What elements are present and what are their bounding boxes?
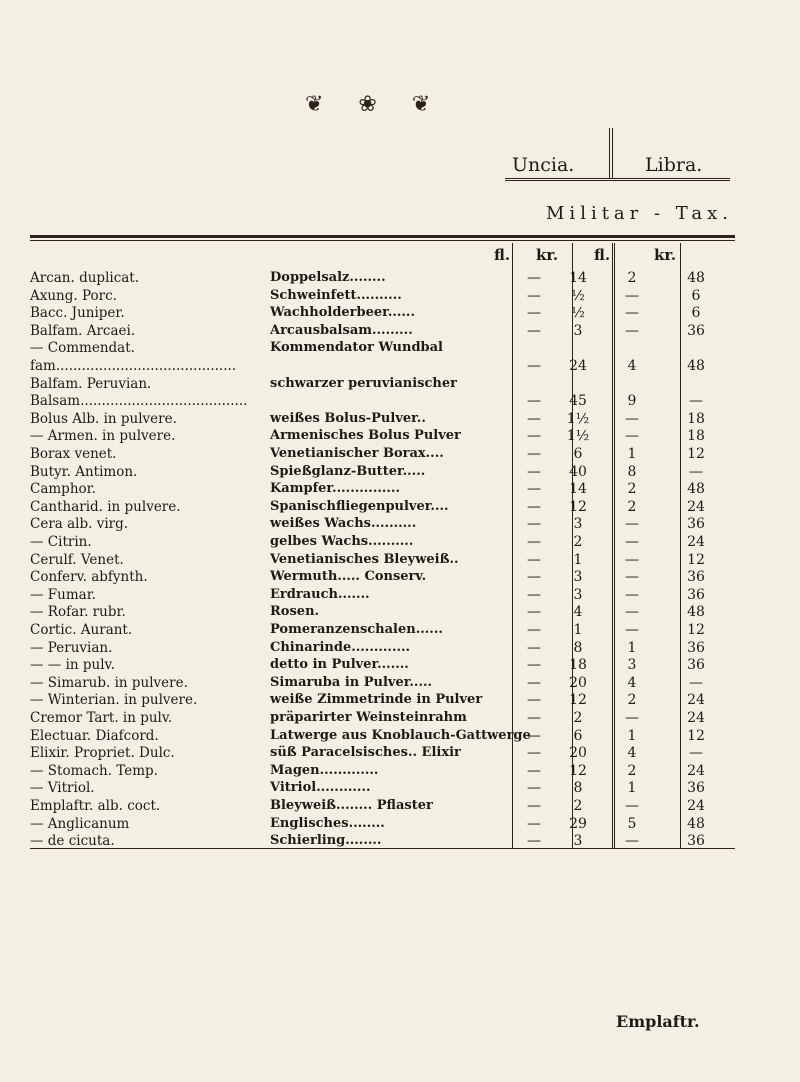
libra-fl: — [625, 516, 639, 533]
table-top-rule [30, 235, 735, 238]
libra-fl: 4 [627, 358, 637, 374]
libra-kr: 48 [687, 270, 705, 286]
latin-name: — Vitriol. [30, 780, 95, 797]
libra-fl: — [625, 569, 639, 586]
uncia-fl: — [527, 569, 541, 586]
libra-kr: 48 [687, 481, 705, 498]
uncia-kr: 3 [573, 322, 583, 339]
heading-divider [609, 128, 613, 178]
heading-rule [505, 178, 730, 181]
libra-kr: — [689, 393, 703, 410]
latin-name: — — in pulv. [30, 657, 115, 674]
libra-fl: 9 [627, 393, 637, 410]
uncia-fl: — [527, 710, 541, 726]
libra-fl: — [625, 534, 639, 550]
uncia-fl: — [527, 410, 541, 427]
latin-name: — de cicuta. [30, 833, 115, 850]
libra-kr: 12 [687, 551, 705, 568]
table-bottom-rule [30, 848, 735, 849]
libra-fl: — [625, 305, 639, 322]
libra-fl: 2 [627, 692, 637, 709]
unit-uncia-fl: fl. [494, 246, 511, 264]
uncia-kr: 2 [573, 798, 583, 814]
libra-kr: 12 [687, 622, 705, 638]
table-top-rule-thin [30, 240, 735, 241]
libra-kr: 12 [687, 446, 705, 462]
german-name: Magen............. [270, 762, 379, 778]
german-name: Wermuth..... Conserv. [270, 569, 427, 585]
latin-name: Cremor Tart. in pulv. [30, 710, 173, 726]
latin-name: — Anglicanum [30, 815, 130, 832]
german-name: Doppelsalz........ [270, 270, 386, 285]
uncia-fl: — [527, 692, 541, 709]
libra-fl: — [625, 410, 639, 427]
german-name: weißes Wachs.......... [270, 516, 417, 532]
libra-kr: 36 [687, 657, 705, 674]
latin-name: fam.......................................... [30, 358, 237, 374]
uncia-kr: 14 [569, 481, 587, 498]
latin-name: Balfam. Arcaei. [30, 322, 136, 339]
latin-name: Balsam....................................... [30, 393, 248, 410]
german-name: präparirter Weinsteinrahm [270, 710, 467, 725]
latin-name: — Stomach. Temp. [30, 762, 158, 779]
libra-kr: 24 [687, 762, 705, 779]
uncia-fl: — [527, 745, 541, 762]
libra-kr: 48 [687, 815, 705, 832]
uncia-kr: 1½ [566, 410, 590, 427]
uncia-fl: — [527, 305, 541, 322]
uncia-kr: 1½ [566, 428, 590, 445]
libra-fl: 8 [627, 463, 637, 480]
uncia-fl: — [527, 639, 541, 656]
german-name: weiße Zimmetrinde in Pulver [270, 692, 483, 708]
libra-kr: 18 [687, 428, 705, 445]
german-name: Venetianischer Borax.... [270, 446, 444, 461]
page-ornament: ❦ ❀ ❦ [305, 92, 445, 117]
uncia-fl: — [527, 358, 541, 374]
libra-fl: — [625, 551, 639, 568]
uncia-fl: — [527, 833, 541, 850]
libra-kr: — [689, 674, 703, 691]
libra-kr: 6 [691, 287, 701, 304]
uncia-fl: — [527, 586, 541, 603]
unit-libra-kr: kr. [654, 246, 677, 264]
libra-kr: 24 [687, 534, 705, 550]
libra-fl: 1 [627, 639, 637, 656]
libra-fl: 1 [627, 727, 637, 744]
catchword: Emplaftr. [616, 1012, 700, 1031]
libra-fl: — [625, 287, 639, 304]
uncia-kr: 8 [573, 780, 583, 797]
latin-name: — Simarub. in pulvere. [30, 674, 188, 691]
uncia-fl: — [527, 498, 541, 515]
uncia-fl: — [527, 516, 541, 533]
unit-uncia-kr: kr. [536, 246, 559, 264]
latin-name: Balfam. Peruvian. [30, 375, 152, 392]
latin-name: — Peruvian. [30, 639, 113, 656]
german-name: gelbes Wachs.......... [270, 534, 414, 549]
german-name: Simaruba in Pulver..... [270, 674, 433, 690]
latin-name: Bolus Alb. in pulvere. [30, 410, 177, 427]
libra-fl: 3 [627, 657, 637, 674]
latin-name: Butyr. Antimon. [30, 463, 138, 480]
libra-kr: 6 [691, 305, 701, 322]
latin-name: Emplaftr. alb. coct. [30, 798, 161, 814]
latin-name: Elixir. Propriet. Dulc. [30, 745, 175, 762]
uncia-fl: — [527, 446, 541, 462]
uncia-fl: — [527, 393, 541, 410]
libra-kr: 36 [687, 569, 705, 586]
uncia-fl: — [527, 551, 541, 568]
libra-fl: — [625, 322, 639, 339]
libra-kr: 36 [687, 322, 705, 339]
latin-name: Cantharid. in pulvere. [30, 498, 181, 515]
uncia-fl: — [527, 674, 541, 691]
libra-kr: — [689, 745, 703, 762]
german-name: schwarzer peruvianischer [270, 375, 457, 391]
libra-fl: 1 [627, 446, 637, 462]
libra-fl: 2 [627, 498, 637, 515]
latin-name: Electuar. Diafcord. [30, 727, 159, 744]
latin-name: Camphor. [30, 481, 96, 498]
libra-kr: — [689, 463, 703, 480]
latin-name: — Rofar. rubr. [30, 604, 126, 621]
uncia-kr: 2 [573, 710, 583, 726]
uncia-kr: 12 [569, 762, 587, 779]
libra-kr: 18 [687, 410, 705, 427]
libra-fl: 2 [627, 481, 637, 498]
libra-kr: 36 [687, 516, 705, 533]
uncia-fl: — [527, 481, 541, 498]
latin-name: — Commendat. [30, 340, 135, 357]
uncia-kr: 3 [573, 516, 583, 533]
uncia-fl: — [527, 622, 541, 638]
uncia-fl: — [527, 463, 541, 480]
uncia-kr: 12 [569, 498, 587, 515]
uncia-kr: 1 [573, 622, 583, 638]
latin-name: Bacc. Juniper. [30, 305, 125, 322]
libra-fl: — [625, 710, 639, 726]
uncia-fl: — [527, 534, 541, 550]
uncia-kr: 3 [573, 569, 583, 586]
uncia-kr: 8 [573, 639, 583, 656]
latin-name: — Armen. in pulvere. [30, 428, 176, 445]
uncia-kr: 29 [569, 815, 587, 832]
uncia-fl: — [527, 815, 541, 832]
german-name: Bleyweiß........ Pflaster [270, 798, 433, 813]
libra-fl: 2 [627, 270, 637, 286]
libra-fl: — [625, 604, 639, 621]
uncia-kr: 40 [569, 463, 587, 480]
german-name: Schweinfett.......... [270, 287, 402, 303]
german-name: Venetianisches Bleyweiß.. [270, 551, 459, 567]
uncia-kr: 6 [573, 727, 583, 744]
uncia-kr: ½ [571, 287, 585, 304]
german-name: Armenisches Bolus Pulver [270, 428, 461, 444]
libra-fl: — [625, 798, 639, 814]
german-name: Latwerge aus Knoblauch-Gattwerge [270, 727, 531, 743]
uncia-kr: 6 [573, 446, 583, 462]
libra-kr: 24 [687, 798, 705, 814]
german-name: Rosen. [270, 604, 320, 620]
latin-name: Borax venet. [30, 446, 117, 462]
latin-name: — Winterian. in pulvere. [30, 692, 198, 709]
uncia-kr: 20 [569, 745, 587, 762]
uncia-fl: — [527, 727, 541, 744]
latin-name: Axung. Porc. [30, 287, 117, 304]
uncia-heading: Uncia. [512, 154, 575, 176]
latin-name: — Citrin. [30, 534, 92, 550]
latin-name: Cera alb. virg. [30, 516, 129, 533]
german-name: Vitriol............ [270, 780, 371, 796]
libra-fl: 4 [627, 745, 637, 762]
libra-fl: — [625, 622, 639, 638]
libra-kr: 48 [687, 358, 705, 374]
libra-kr: 36 [687, 780, 705, 797]
uncia-kr: 12 [569, 692, 587, 709]
uncia-fl: — [527, 604, 541, 621]
latin-name: Cerulf. Venet. [30, 551, 124, 568]
libra-kr: 48 [687, 604, 705, 621]
uncia-kr: 20 [569, 674, 587, 691]
uncia-fl: — [527, 657, 541, 674]
libra-fl: 1 [627, 780, 637, 797]
latin-name: Conferv. abfynth. [30, 569, 148, 586]
libra-kr: 24 [687, 692, 705, 709]
uncia-kr: 3 [573, 833, 583, 850]
german-name: Kommendator Wundbal [270, 340, 443, 356]
uncia-fl: — [527, 428, 541, 445]
militar-tax-heading: Militar - Tax. [546, 203, 734, 224]
libra-heading: Libra. [645, 154, 703, 176]
german-name: Spießglanz-Butter..... [270, 463, 426, 479]
german-name: Pomeranzenschalen...... [270, 622, 443, 637]
uncia-kr: ½ [571, 305, 585, 322]
libra-kr: 24 [687, 498, 705, 515]
uncia-kr: 4 [573, 604, 583, 621]
german-name: süß Paracelsisches.. Elixir [270, 745, 461, 761]
german-name: weißes Bolus-Pulver.. [270, 410, 426, 426]
libra-fl: 5 [627, 815, 637, 832]
libra-kr: 24 [687, 710, 705, 726]
uncia-fl: — [527, 270, 541, 286]
uncia-fl: — [527, 762, 541, 779]
uncia-kr: 1 [573, 551, 583, 568]
libra-kr: 36 [687, 639, 705, 656]
unit-libra-fl: fl. [594, 246, 611, 264]
uncia-fl: — [527, 780, 541, 797]
latin-name: — Fumar. [30, 586, 96, 603]
german-name: Kampfer............... [270, 481, 400, 497]
german-name: Englisches........ [270, 815, 385, 831]
german-name: Wachholderbeer...... [270, 305, 415, 321]
german-name: detto in Pulver....... [270, 657, 409, 673]
uncia-kr: 18 [569, 657, 587, 674]
libra-fl: — [625, 586, 639, 603]
uncia-kr: 14 [569, 270, 587, 286]
uncia-fl: — [527, 322, 541, 339]
german-name: Chinarinde............. [270, 639, 411, 655]
german-name: Erdrauch....... [270, 586, 370, 602]
german-name: Schierling........ [270, 833, 382, 849]
uncia-fl: — [527, 798, 541, 814]
libra-fl: — [625, 428, 639, 445]
uncia-fl: — [527, 287, 541, 304]
german-name: Arcausbalsam......... [270, 322, 413, 338]
libra-fl: — [625, 833, 639, 850]
libra-kr: 12 [687, 727, 705, 744]
libra-kr: 36 [687, 586, 705, 603]
german-name: Spanischfliegenpulver.... [270, 498, 449, 514]
uncia-kr: 45 [569, 393, 587, 410]
libra-kr: 36 [687, 833, 705, 850]
libra-fl: 2 [627, 762, 637, 779]
latin-name: Arcan. duplicat. [30, 270, 140, 286]
latin-name: Cortic. Aurant. [30, 622, 133, 638]
libra-fl: 4 [627, 674, 637, 691]
uncia-kr: 24 [569, 358, 587, 374]
uncia-kr: 2 [573, 534, 583, 550]
uncia-kr: 3 [573, 586, 583, 603]
